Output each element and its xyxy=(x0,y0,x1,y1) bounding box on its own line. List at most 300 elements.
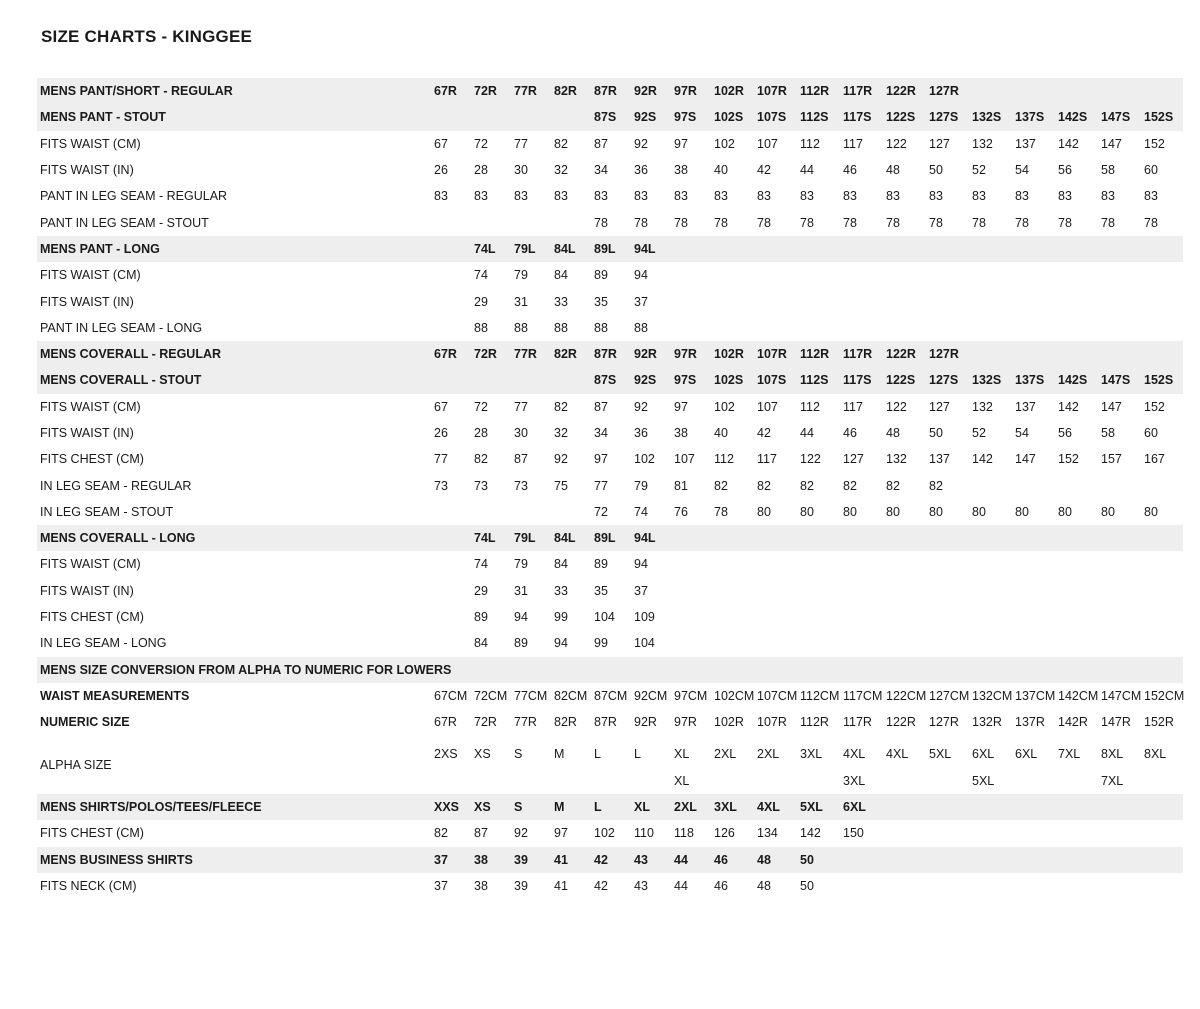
table-row xyxy=(37,341,1183,367)
table-cell: 92 xyxy=(554,452,568,467)
table-cell: 97R xyxy=(673,78,713,104)
table-cell: 82R xyxy=(553,341,593,367)
table-cell: 78 xyxy=(800,215,814,230)
table-cell xyxy=(1143,472,1183,498)
table-cell xyxy=(1100,341,1143,367)
table-cell xyxy=(513,499,553,525)
table-cell: 82 xyxy=(474,452,488,467)
table-cell xyxy=(971,630,1014,656)
table-cell: 46 xyxy=(713,847,756,873)
table-cell: 112CM xyxy=(800,688,840,703)
table-cell xyxy=(928,288,971,314)
table-row xyxy=(37,262,1183,288)
table-row xyxy=(37,499,1183,525)
table-cell: 72R xyxy=(473,78,513,104)
table-cell: 77 xyxy=(594,478,608,493)
table-cell xyxy=(1100,236,1143,262)
row-label: ALPHA SIZE xyxy=(40,757,112,772)
table-cell xyxy=(885,794,928,820)
table-cell: 83 xyxy=(594,189,608,204)
table-cell: 132CM xyxy=(972,688,1013,703)
table-cell: 89L xyxy=(593,525,633,551)
table-cell xyxy=(1057,525,1100,551)
row-label: MENS COVERALL - REGULAR xyxy=(37,341,433,367)
table-row xyxy=(37,367,1183,393)
table-cell: 2XL xyxy=(673,794,713,820)
table-cell xyxy=(971,288,1014,314)
table-cell xyxy=(553,499,593,525)
table-cell: 87S xyxy=(593,104,633,130)
table-cell xyxy=(799,288,842,314)
table-cell xyxy=(756,604,799,630)
row-label: FITS WAIST (IN) xyxy=(40,583,134,598)
table-cell xyxy=(713,315,756,341)
table-cell: 44 xyxy=(674,879,688,894)
table-cell: 38 xyxy=(474,879,488,894)
table-cell: 3XL xyxy=(713,794,756,820)
table-cell: 122 xyxy=(800,452,821,467)
table-cell xyxy=(673,551,713,577)
table-cell xyxy=(756,288,799,314)
table-cell xyxy=(713,578,756,604)
table-cell: 102 xyxy=(714,399,735,414)
table-cell: 122 xyxy=(886,399,907,414)
table-cell xyxy=(1100,472,1143,498)
table-cell xyxy=(1100,604,1143,630)
table-cell: 78 xyxy=(886,215,900,230)
table-cell: 78 xyxy=(1101,215,1115,230)
table-cell: 52 xyxy=(972,163,986,178)
table-cell: 82R xyxy=(553,78,593,104)
table-cell: 83 xyxy=(714,189,728,204)
table-cell xyxy=(971,525,1014,551)
table-cell: 112 xyxy=(800,399,820,414)
table-cell: 132 xyxy=(886,452,907,467)
table-cell: 34 xyxy=(594,163,608,178)
table-cell xyxy=(1100,820,1143,846)
table-cell: 73 xyxy=(434,478,448,493)
table-cell xyxy=(756,262,799,288)
table-cell xyxy=(1014,578,1057,604)
table-cell: 117R xyxy=(842,341,885,367)
table-cell xyxy=(1143,578,1183,604)
table-cell: 97 xyxy=(554,826,568,841)
alpha-size-value: 7XL xyxy=(1058,747,1081,762)
table-cell xyxy=(433,551,473,577)
table-cell: 122R xyxy=(886,715,916,730)
table-cell: 104 xyxy=(634,636,655,651)
table-row xyxy=(37,847,1183,873)
table-cell xyxy=(1014,78,1057,104)
table-cell: 142 xyxy=(972,452,993,467)
table-cell xyxy=(473,367,513,393)
table-cell xyxy=(1143,604,1183,630)
table-cell xyxy=(756,735,799,794)
table-cell: 102CM xyxy=(714,688,755,703)
table-cell xyxy=(673,735,713,794)
table-cell: 41 xyxy=(553,847,593,873)
table-cell: 147 xyxy=(1101,136,1122,151)
table-cell: 74 xyxy=(474,557,488,572)
table-cell: 87CM xyxy=(594,688,628,703)
table-cell: 127CM xyxy=(929,688,970,703)
table-cell xyxy=(928,794,971,820)
row-label: FITS NECK (CM) xyxy=(40,879,137,894)
table-cell xyxy=(928,525,971,551)
table-cell: 48 xyxy=(886,426,900,440)
table-cell: 84L xyxy=(553,236,593,262)
alpha-size-value: 4XL xyxy=(843,747,866,762)
table-cell xyxy=(473,104,513,130)
row-label: FITS WAIST (CM) xyxy=(40,136,141,151)
table-cell xyxy=(673,604,713,630)
table-cell: 109 xyxy=(634,610,655,625)
table-cell: 48 xyxy=(757,879,771,894)
table-cell: 35 xyxy=(594,294,608,309)
table-cell: 84L xyxy=(553,525,593,551)
table-cell: 32 xyxy=(554,426,568,440)
table-cell xyxy=(971,604,1014,630)
table-cell xyxy=(1057,288,1100,314)
table-cell: 72 xyxy=(474,136,488,151)
table-cell: 77R xyxy=(514,715,537,730)
table-cell xyxy=(673,525,713,551)
row-label: IN LEG SEAM - REGULAR xyxy=(40,478,192,493)
table-cell xyxy=(971,847,1014,873)
table-cell: 44 xyxy=(673,847,713,873)
table-cell xyxy=(928,630,971,656)
table-cell xyxy=(971,873,1014,899)
table-cell xyxy=(1057,551,1100,577)
table-cell xyxy=(1057,262,1100,288)
table-cell: 32 xyxy=(554,163,568,178)
table-cell: 79 xyxy=(514,557,528,572)
table-cell: 84 xyxy=(554,557,568,572)
table-cell xyxy=(1057,236,1100,262)
table-cell: 67 xyxy=(434,136,448,151)
table-cell xyxy=(885,551,928,577)
table-cell xyxy=(1057,604,1100,630)
table-cell xyxy=(971,794,1014,820)
table-cell: 132S xyxy=(971,367,1014,393)
table-cell: 94L xyxy=(633,525,673,551)
table-cell: 92S xyxy=(633,104,673,130)
table-cell: 50 xyxy=(799,847,842,873)
table-cell: 84 xyxy=(554,268,568,283)
table-cell: 88 xyxy=(474,320,488,335)
table-cell xyxy=(842,262,885,288)
table-cell: 31 xyxy=(514,583,528,598)
alpha-size-value: 6XL xyxy=(972,747,995,762)
table-cell: 84 xyxy=(474,636,488,651)
table-cell: 127R xyxy=(928,341,971,367)
table-cell: 112R xyxy=(800,715,829,730)
table-cell: 83 xyxy=(1144,189,1158,204)
table-cell xyxy=(971,236,1014,262)
table-cell: 81 xyxy=(674,478,688,493)
alpha-size-value: 2XS xyxy=(434,747,458,762)
table-cell: 137CM xyxy=(1015,688,1056,703)
table-cell: 78 xyxy=(634,215,648,230)
table-cell: 39 xyxy=(513,847,553,873)
table-cell: 48 xyxy=(756,847,799,873)
table-cell: 157 xyxy=(1101,452,1122,467)
table-cell: 79L xyxy=(513,525,553,551)
table-cell: 82R xyxy=(554,715,577,730)
table-cell: 78 xyxy=(972,215,986,230)
table-cell xyxy=(842,551,885,577)
table-cell xyxy=(1143,630,1183,656)
size-chart-table xyxy=(37,78,1183,899)
table-cell: 37 xyxy=(434,879,448,894)
row-label: FITS WAIST (IN) xyxy=(40,426,134,440)
row-label: PANT IN LEG SEAM - REGULAR xyxy=(40,189,228,204)
table-cell: 33 xyxy=(554,294,568,309)
table-cell: 79L xyxy=(513,236,553,262)
table-cell: 122S xyxy=(885,367,928,393)
table-cell: 77 xyxy=(434,452,448,467)
table-row xyxy=(37,683,1183,709)
table-cell: 127S xyxy=(928,104,971,130)
table-cell: 48 xyxy=(886,163,900,178)
row-label: FITS WAIST (CM) xyxy=(40,399,141,414)
table-cell: 34 xyxy=(594,426,608,440)
table-cell xyxy=(713,551,756,577)
table-cell: 142CM xyxy=(1058,688,1099,703)
table-cell xyxy=(433,262,473,288)
table-cell xyxy=(1014,873,1057,899)
table-cell: 122S xyxy=(885,104,928,130)
table-cell xyxy=(928,551,971,577)
table-cell: 152CM xyxy=(1144,688,1185,703)
table-cell: 107 xyxy=(674,452,695,467)
table-cell: 80 xyxy=(1058,504,1072,519)
table-cell xyxy=(1057,472,1100,498)
table-cell xyxy=(1143,341,1183,367)
table-cell: 152 xyxy=(1144,399,1165,414)
table-cell xyxy=(1014,794,1057,820)
table-cell: 67 xyxy=(434,399,448,414)
alpha-size-value: 2XL xyxy=(714,747,737,762)
table-cell: 107R xyxy=(756,78,799,104)
table-cell: 46 xyxy=(714,879,728,894)
table-cell xyxy=(713,262,756,288)
table-cell: 83 xyxy=(1015,189,1029,204)
table-cell: 80 xyxy=(843,504,857,519)
table-cell: 107R xyxy=(756,341,799,367)
table-cell xyxy=(473,499,513,525)
alpha-size-value: 8XL xyxy=(1144,747,1167,762)
table-cell: 29 xyxy=(474,583,488,598)
table-cell xyxy=(971,578,1014,604)
table-cell xyxy=(842,315,885,341)
table-cell xyxy=(553,367,593,393)
row-label: FITS WAIST (IN) xyxy=(40,163,134,178)
table-cell xyxy=(928,847,971,873)
alpha-size-value: L xyxy=(634,747,641,762)
row-label: PANT IN LEG SEAM - STOUT xyxy=(40,215,209,230)
table-cell: 152S xyxy=(1143,104,1183,130)
table-cell: 88 xyxy=(594,320,608,335)
table-cell: 137 xyxy=(929,452,950,467)
table-cell: 78 xyxy=(714,504,728,519)
table-cell: 29 xyxy=(474,294,488,309)
table-cell xyxy=(1014,630,1057,656)
table-cell: 88 xyxy=(554,320,568,335)
table-cell xyxy=(1100,78,1143,104)
table-cell: 35 xyxy=(594,583,608,598)
table-cell: 80 xyxy=(800,504,814,519)
table-cell xyxy=(1057,794,1100,820)
table-cell: 30 xyxy=(514,426,528,440)
table-cell xyxy=(1143,288,1183,314)
table-cell xyxy=(799,604,842,630)
table-cell xyxy=(842,236,885,262)
table-cell: 74L xyxy=(473,236,513,262)
table-cell: 83 xyxy=(674,189,688,204)
table-cell: 112S xyxy=(799,104,842,130)
table-cell: 122CM xyxy=(886,688,927,703)
table-cell: M xyxy=(553,794,593,820)
table-cell xyxy=(1014,236,1057,262)
alpha-size-value: S xyxy=(514,747,523,762)
table-cell xyxy=(971,262,1014,288)
table-row xyxy=(37,183,1183,209)
table-cell xyxy=(473,735,513,794)
table-cell: 41 xyxy=(554,879,568,894)
table-row xyxy=(37,820,1183,846)
table-cell xyxy=(1100,794,1143,820)
table-cell: 102R xyxy=(713,341,756,367)
table-cell xyxy=(433,630,473,656)
page-title: SIZE CHARTS - KINGGEE xyxy=(41,27,253,46)
table-cell xyxy=(842,288,885,314)
table-cell xyxy=(1100,735,1143,794)
table-cell: 82 xyxy=(554,399,568,414)
table-cell: 88 xyxy=(514,320,528,335)
alpha-size-value: XL xyxy=(674,747,690,762)
row-label: FITS WAIST (CM) xyxy=(40,268,141,283)
table-cell: 97CM xyxy=(674,688,708,703)
row-label: MENS COVERALL - STOUT xyxy=(37,367,433,393)
table-cell: 82 xyxy=(886,478,900,493)
table-cell xyxy=(971,551,1014,577)
table-cell: 102 xyxy=(634,452,655,467)
table-cell xyxy=(885,630,928,656)
table-cell xyxy=(799,525,842,551)
table-cell: 82 xyxy=(800,478,814,493)
table-cell: 142 xyxy=(1058,136,1079,151)
table-cell: 127 xyxy=(929,136,950,151)
table-cell xyxy=(473,209,513,235)
table-cell: 78 xyxy=(843,215,857,230)
table-row xyxy=(37,209,1183,235)
table-cell: 94 xyxy=(514,610,528,625)
table-cell xyxy=(885,604,928,630)
table-cell: 112S xyxy=(799,367,842,393)
table-cell xyxy=(756,551,799,577)
table-cell: 50 xyxy=(929,163,943,178)
table-row xyxy=(37,420,1183,446)
table-cell xyxy=(1057,820,1100,846)
table-cell: 112R xyxy=(799,78,842,104)
table-cell: 52 xyxy=(972,426,986,440)
table-row xyxy=(37,78,1183,104)
table-cell: 167 xyxy=(1144,452,1165,467)
table-cell: 58 xyxy=(1101,163,1115,178)
table-cell: 83 xyxy=(1058,189,1072,204)
table-cell: 102 xyxy=(594,826,615,841)
table-cell xyxy=(433,104,473,130)
table-cell: 83 xyxy=(474,189,488,204)
table-cell xyxy=(433,578,473,604)
table-cell xyxy=(1014,604,1057,630)
table-cell: 77 xyxy=(514,136,528,151)
table-cell: 72CM xyxy=(474,688,508,703)
table-cell xyxy=(713,236,756,262)
table-cell xyxy=(513,209,553,235)
alpha-size-value: 5XL xyxy=(972,773,995,788)
table-cell xyxy=(1143,78,1183,104)
table-cell xyxy=(593,735,633,794)
table-cell xyxy=(928,820,971,846)
table-cell: 127R xyxy=(929,715,959,730)
table-cell: 122R xyxy=(885,341,928,367)
table-cell: 97 xyxy=(594,452,608,467)
table-cell xyxy=(928,315,971,341)
table-cell: 152 xyxy=(1058,452,1079,467)
table-cell: 147 xyxy=(1015,452,1036,467)
table-cell xyxy=(1143,551,1183,577)
table-cell: 94 xyxy=(634,268,648,283)
table-cell xyxy=(433,288,473,314)
table-cell: 78 xyxy=(674,215,688,230)
table-cell: 67R xyxy=(433,341,473,367)
row-label: WAIST MEASUREMENTS xyxy=(40,688,190,703)
table-cell: 6XL xyxy=(842,794,885,820)
table-cell xyxy=(513,367,553,393)
table-cell xyxy=(1057,847,1100,873)
table-cell xyxy=(1014,820,1057,846)
row-label: IN LEG SEAM - LONG xyxy=(40,636,167,651)
table-cell: 92 xyxy=(634,136,648,151)
table-cell xyxy=(1100,288,1143,314)
table-cell xyxy=(885,735,928,794)
table-cell xyxy=(971,472,1014,498)
table-cell: 38 xyxy=(473,847,513,873)
table-cell xyxy=(885,847,928,873)
table-cell: 5XL xyxy=(799,794,842,820)
alpha-size-value: 3XL xyxy=(843,773,866,788)
table-cell xyxy=(1014,847,1057,873)
table-cell xyxy=(1014,735,1057,794)
table-cell: 82 xyxy=(554,136,568,151)
table-cell: 142S xyxy=(1057,367,1100,393)
table-cell: 92S xyxy=(633,367,673,393)
alpha-size-value: 7XL xyxy=(1101,773,1124,788)
table-cell: 60 xyxy=(1144,426,1158,440)
table-cell: 74 xyxy=(474,268,488,283)
table-cell: 142 xyxy=(800,826,821,841)
table-row xyxy=(37,394,1183,420)
table-cell: 78 xyxy=(714,215,728,230)
table-cell: 134 xyxy=(757,826,778,841)
table-cell xyxy=(1143,820,1183,846)
table-row xyxy=(37,657,1183,683)
table-cell: 107R xyxy=(757,715,787,730)
table-cell xyxy=(553,735,593,794)
table-row xyxy=(37,525,1183,551)
